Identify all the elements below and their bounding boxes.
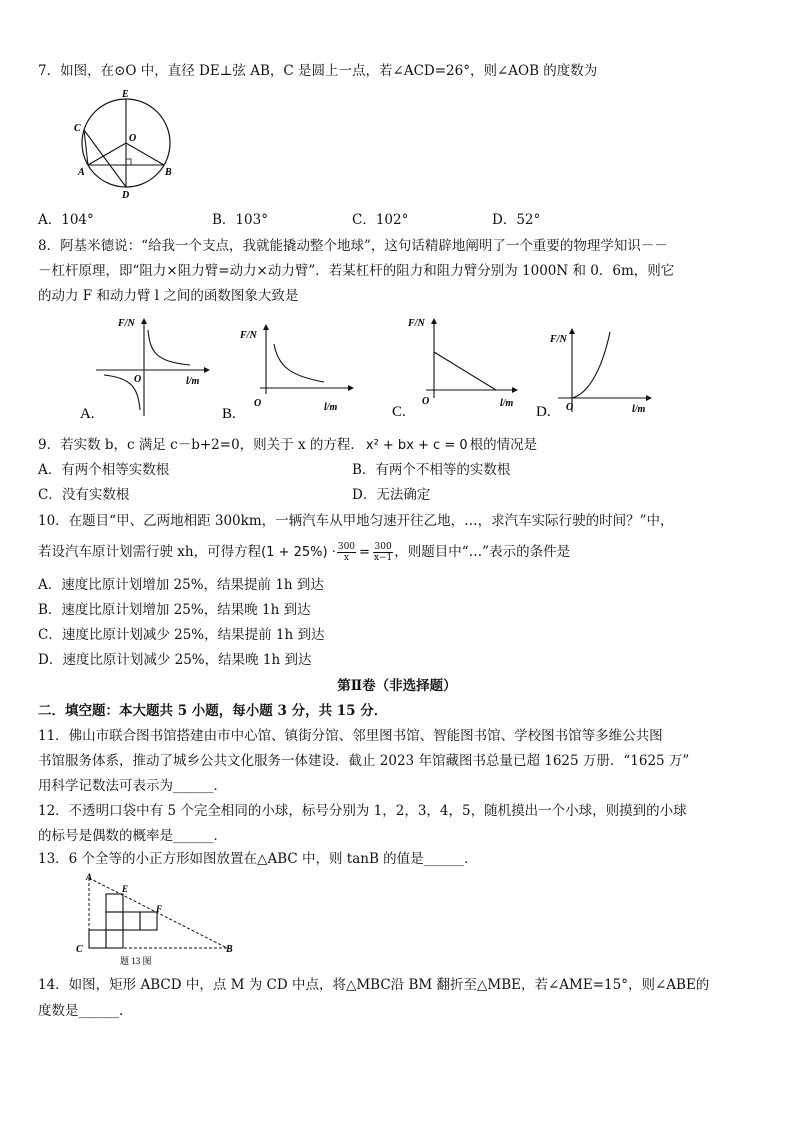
q11-line1: 11．佛山市联合图书馆搭建由市中心馆、镇街分馆、邻里图书馆、智能图书馆、学校图书馆等多维公共图 [38,728,663,744]
q9-option-b: B．有两个不相等的实数根 [352,462,511,478]
q8-graph-d [536,322,666,424]
q10-line2-pre: 若设汽车原计划需行驶 xh，可得方程 [38,544,262,560]
q7-option-d: D．52° [492,212,541,228]
q8-line2: －杠杆原理，即“阻力×阻力臂=动力×动力臂”．若某杠杆的阻力和阻力臂分别为 1000N 和 0．6m，则它 [38,263,675,279]
q7-label-d: D [122,190,130,200]
q8-c-origin: O [422,396,430,407]
q8-line1: 8．阿基米德说：“给我一个支点，我就能撬动整个地球”，这句话精辟地阐明了一个重要的物理学知识－－ [38,238,668,254]
q9-stem-post: 根的情况是 [469,437,538,453]
q13-label-b: B [226,944,233,955]
q14-line2: 度数是______. [38,1003,124,1019]
q8-a-ylabel: F/N [118,318,135,329]
q10-option-b: B．速度比原计划增加 25%，结果晚 1h 到达 [38,602,311,618]
q13-caption: 题 13 图 [120,956,152,966]
q8-c-ylabel: F/N [408,318,425,329]
q7-label-a: A [78,167,85,178]
q10-option-c: C．速度比原计划减少 25%，结果提前 1h 到达 [38,627,325,643]
q8-d-ylabel: F/N [550,334,567,345]
q10-option-d: D．速度比原计划减少 25%，结果晚 1h 到达 [38,652,312,668]
q7-label-c: C [74,123,81,134]
q8-c-xlabel: l/m [500,398,514,409]
q8-b-xlabel: l/m [324,402,338,413]
q10-line1: 10．在题目“甲、乙两地相距 300km，一辆汽车从甲地匀速开往乙地，…，求汽车实际行驶的时间？”中， [38,513,674,529]
q13-triangle-figure [72,870,242,966]
q7-option-c: C．102° [352,212,409,228]
q10-frac1-num: 300 [337,542,356,552]
q11-line3: 用科学记数法可表示为______． [38,778,227,794]
q13-label-a: A [86,872,93,882]
q9-equation: x² + bx + c = 0 [365,438,468,453]
q10-frac2-den: x−1 [373,553,393,563]
q9-stem-pre: 9．若实数 b，c 满足 c－b+2=0，则关于 x 的方程． [38,437,364,453]
q8-a-xlabel: l/m [186,376,200,387]
q8-graph-a [78,312,213,424]
q10-frac1-den: x [343,553,349,563]
q14-line1: 14．如图，矩形 ABCD 中，点 M 为 CD 中点，将△MBC沿 BM 翻折至△MBE，若∠AME=15°，则∠ABE的 [38,977,710,993]
q13-label-e: E [122,884,129,894]
q8-option-d: D. [536,404,551,420]
q12-line2: 的标号是偶数的概率是______． [38,828,227,844]
q9-stem [38,436,537,455]
q13-label-c: C [76,944,83,955]
q10-option-a: A．速度比原计划增加 25%，结果提前 1h 到达 [38,577,324,593]
q10-eq-mid: = [359,545,370,560]
q8-d-xlabel: l/m [632,404,646,415]
q8-b-ylabel: F/N [240,330,257,341]
q10-line2-post: ，则题目中“…”表示的条件是 [394,544,571,560]
q13-stem: 13．6 个全等的小正方形如图放置在△ABC 中，则 tanB 的值是______． [38,851,478,867]
q7-label-e: E [122,89,129,100]
q8-graph-b [220,320,360,424]
q8-b-origin: O [254,398,262,409]
q10-frac2-num: 300 [374,542,392,552]
q8-a-origin: O [134,374,142,385]
q9-option-a: A．有两个相等实数根 [38,462,170,478]
q9-option-d: D．无法确定 [352,487,431,503]
q7-option-b: B．103° [212,212,268,228]
q8-d-origin: O [566,402,574,413]
q7-label-b: B [165,167,172,178]
q8-option-c: C. [392,404,406,420]
q11-line2: 书馆服务体系，推动了城乡公共文化服务一体建设．截止 2023 年馆藏图书总量已超 1625 万册．“1625 万” [38,753,690,769]
section2-title: 第Ⅱ卷（非选择题） [337,678,457,694]
q10-line2 [38,540,570,565]
q12-line1: 12．不透明口袋中有 5 个完全相同的小球，标号分别为 1，2，3，4，5，随机摸出一个小球，则摸到的小球 [38,803,687,819]
q7-option-a: A．104° [38,212,94,228]
q8-graph-c [388,312,528,424]
q8-line3: 的动力 F 和动力臂 l 之间的函数图象大致是 [38,288,299,304]
section2-heading: 二．填空题：本大题共 5 小题，每小题 3 分，共 15 分． [38,703,388,719]
q10-eq-left: (1 + 25%) · [261,545,336,560]
q8-option-b: B. [222,406,236,422]
q10-fraction-2 [373,542,393,563]
q7-circle-figure [72,88,182,200]
q10-fraction-1 [337,542,356,563]
q7-stem: 7．如图，在⊙O 中，直径 DE⊥弦 AB，C 是圆上一点，若∠ACD=26°，则∠AOB 的度数为 [38,63,598,79]
q7-label-o: O [129,133,137,144]
q13-label-f: F [156,904,163,914]
q9-option-c: C．没有实数根 [38,487,130,503]
q8-option-a: A. [80,406,95,422]
